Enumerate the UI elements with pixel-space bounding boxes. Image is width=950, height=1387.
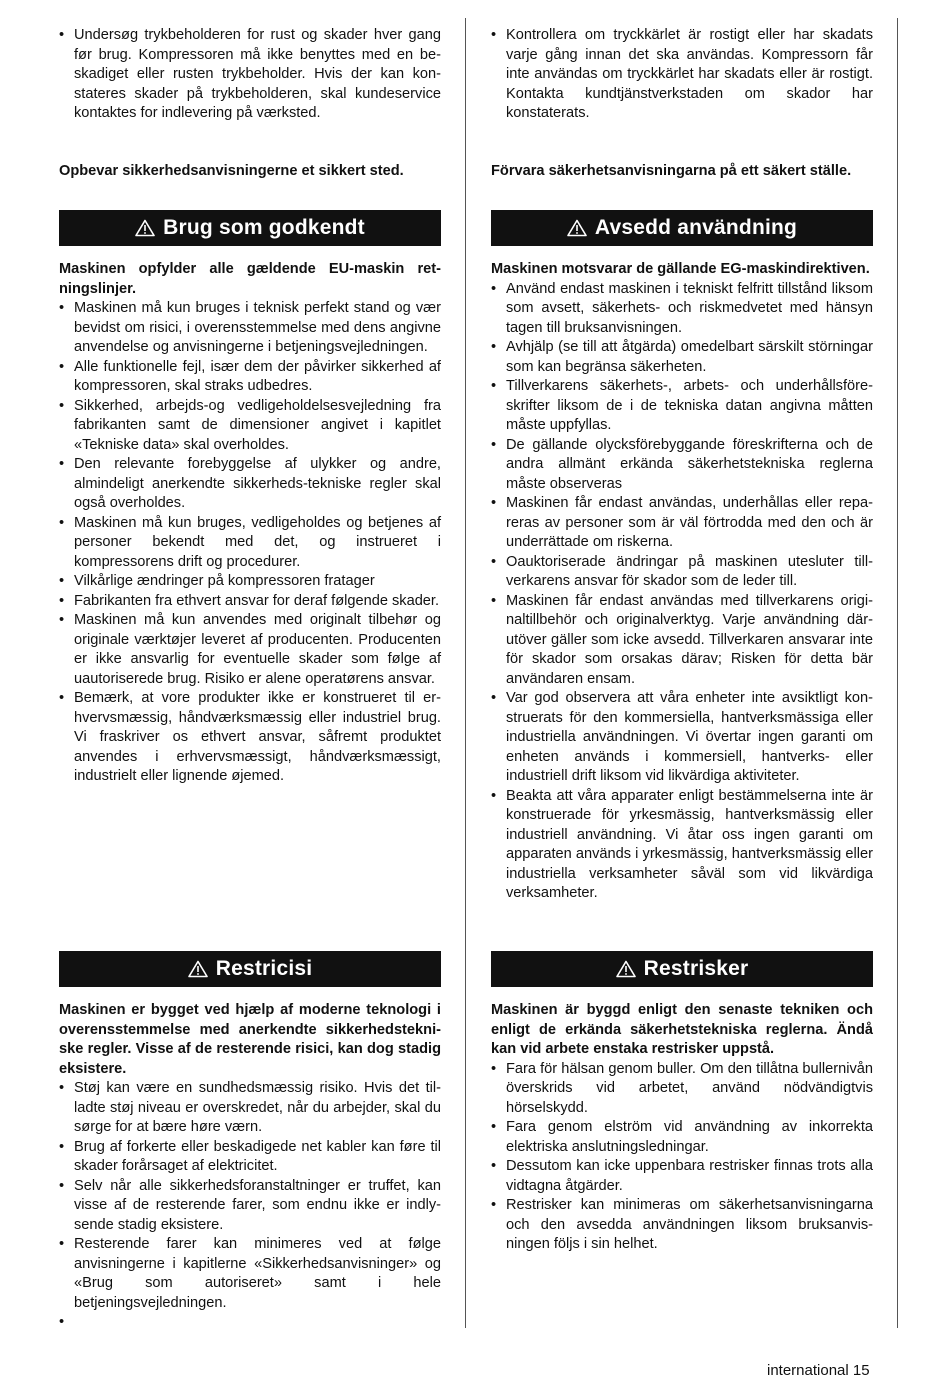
list-item-text: Sikkerhed, arbejds-og vedligeholdelsesvejledning fra fabrikanten samt de dimensioner angivet i kapitlet «Tekniske data» skal overholdes. <box>74 397 441 453</box>
bullet-glyph: • <box>59 1177 65 1194</box>
section-restrisker <box>491 951 873 1255</box>
list-item-text: Beakta att våra apparater enligt bestämmelserna inte är konstruerade för yrkesmässig, hantverksmässig eller industriell användning. Vi åtar oss ingen garanti om apparaten används i yrkesmässig, hantverksmässig eller industriella verksamheter såväl som vid likvärdiga verksamheter. <box>506 787 873 901</box>
bullet-list <box>59 26 441 124</box>
bullet-glyph: • <box>59 1080 65 1096</box>
bullet-glyph: • <box>59 456 65 472</box>
section-title: Restrisker <box>643 957 749 980</box>
list-item <box>491 26 873 124</box>
bullet-glyph: • <box>59 573 65 589</box>
list-item-text: Undersøg trykbeholderen for rust og skader hver gang før brug. Kompressoren må ikke benyttes med en beskadiget eller rusten trykbeholder. Hvis der kan konstateres skader på trykbeholderen, skal kundeservice kontaktes for indlevering på værksted. <box>74 27 441 121</box>
list-item <box>491 338 873 377</box>
bullet-glyph: • <box>59 397 65 414</box>
list-item-text: Maskinen må kun bruges, vedligeholdes og betjenes af personer bekendt med det, og instrueret i kompressorens drift og procedurer. <box>74 514 441 570</box>
section-restricisi <box>59 951 441 1330</box>
section-heading <box>59 951 441 987</box>
list-item <box>59 299 441 358</box>
list-item-text: Oauktoriserade ändringar på maskinen utesluter tillverkarens ansvar för skador som de leder till. <box>506 553 873 589</box>
list-item-text: Fara genom elström vid användning av inkorrekta elektriska anslutningsledningar. <box>506 1119 873 1155</box>
list-item <box>59 592 441 612</box>
list-item-text: Alle funktionelle fejl, især dem der påvirker sikkerhed af kompressoren, skal straks udbedres. <box>74 358 441 394</box>
bullet-glyph: • <box>491 436 497 453</box>
keep-note-text: Opbevar sikkerhedsanvisningerne et sikkert sted. <box>59 163 404 179</box>
bullet-glyph: • <box>59 1236 65 1252</box>
list-item <box>59 397 441 456</box>
list-item-text: Använd endast maskinen i tekniskt felfritt tillstånd liksom som avsett, säkerhets- och riskmedvetet med hänsyn tagen till bruksanvisningen. <box>506 280 873 336</box>
bullet-glyph: • <box>491 280 497 297</box>
warning-triangle-icon <box>567 219 587 237</box>
list-item-text: Den relevante forebyggelse af ulykker og andre, almindeligt anerkendte sikkerheds-tekniske regler skal også overholdes. <box>74 456 441 511</box>
section-heading <box>59 210 441 246</box>
list-item <box>491 787 873 904</box>
bullet-glyph: • <box>59 358 65 375</box>
bullet-glyph: • <box>59 300 65 316</box>
section-intro: Maskinen motsvarar de gällande EG-maskindirektiven. <box>491 261 870 277</box>
list-item <box>59 1235 441 1313</box>
list-item-text: Maskinen får endast användas, underhållas eller repareras av personer som är väl förtrodda med den och är underrättade om riskerna. <box>506 495 873 550</box>
list-item <box>59 1138 441 1177</box>
bullet-glyph: • <box>491 592 497 609</box>
list-item <box>491 1196 873 1255</box>
list-item <box>491 1060 873 1119</box>
bullet-glyph: • <box>59 1314 65 1330</box>
bullet-glyph: • <box>491 1197 497 1213</box>
list-item-text: De gällande olycksförebyggande föreskrifterna och de andra allmänt erkända säkerhetstekniska reglerna måste observeras <box>506 436 873 492</box>
warning-triangle-icon <box>616 960 636 978</box>
bullet-glyph: • <box>59 612 65 628</box>
bullet-glyph: • <box>491 553 497 570</box>
bullet-list <box>59 299 441 787</box>
list-item-text: Bemærk, at vore produkter ikke er konstrueret til erhvervsmæssig, håndværksmæssig eller industriel brug. Vi fraskriver os ethvert ansvar, såfremt produktet anvendes i erhvervsmæssigt, håndværksmæssigt, industrielt eller lignende øjemed. <box>74 690 441 784</box>
list-item <box>491 1157 873 1196</box>
warning-triangle-icon <box>188 960 208 978</box>
bullet-glyph: • <box>59 592 65 609</box>
list-item-text: Restrisker kan minimeras om säkerhetsanvisningarna och den avsedda användningen liksom bruksanvisningen följs i sin helhet. <box>506 1197 873 1252</box>
list-item-text: Brug af forkerte eller beskadigede net kabler kan føre til skader forårsaget af elektricitet. <box>74 1138 441 1174</box>
list-item <box>59 358 441 397</box>
section-heading <box>491 951 873 987</box>
right-page-rule <box>897 18 898 1328</box>
list-item <box>59 1079 441 1138</box>
top-list-block <box>59 26 441 124</box>
list-item <box>491 592 873 690</box>
page-footer: international 15 <box>767 1362 870 1379</box>
list-item-text: Kontrollera om tryckkärlet är rostigt eller har skadats varje gång innan det ska användas. Kompressorn får inte användas om tryckkärlet har skadats eller är rostigt. Kontakta kundtjänstverkstaden om skador har konstaterats. <box>506 27 873 121</box>
list-item <box>59 455 441 514</box>
section-intro: Maskinen opfylder alle gældende EU-maskin retningslinjer. <box>59 261 441 297</box>
bullet-glyph: • <box>491 1060 497 1077</box>
bullet-glyph: • <box>491 690 497 706</box>
bullet-glyph: • <box>59 1138 65 1155</box>
section-intro: Maskinen är byggd enligt den senaste tekniken och enligt de erkända säkerhetstekniska reglerna. Ändå kan vid arbete enstaka restrisker uppstå. <box>491 1002 873 1057</box>
bullet-glyph: • <box>491 339 497 355</box>
bullet-list <box>491 280 873 904</box>
bullet-glyph: • <box>491 1119 497 1135</box>
list-item <box>59 689 441 787</box>
list-item-text: Vilkårlige ændringer på kompressoren fratager <box>74 573 375 589</box>
bullet-glyph: • <box>59 27 65 43</box>
bullet-glyph: • <box>491 27 497 43</box>
section-brug-som-godkendt <box>59 210 441 787</box>
list-item <box>491 280 873 339</box>
list-item-text: Tillverkarens säkerhets-, arbets- och underhållsföreskrifter liksom de i de tekniska datan angivna måtten måste uppfyllas. <box>506 378 873 433</box>
bullet-glyph: • <box>491 787 497 804</box>
list-item-text: Fara för hälsan genom buller. Om den tillåtna bullernivån överskrids vid arbetet, använd nödvändigtvis hörselskydd. <box>506 1060 873 1116</box>
list-item-text: Støj kan være en sundhedsmæssig risiko. Hvis det tilladte støj niveau er overskredet, når du arbejder, skal du sørge for at bære høre værn. <box>74 1080 441 1135</box>
list-item <box>491 494 873 553</box>
keep-note-text: Förvara säkerhetsanvisningarna på ett säkert ställe. <box>491 163 852 179</box>
list-item-text: Fabrikanten fra ethvert ansvar for deraf følgende skader. <box>74 592 440 609</box>
list-item <box>491 553 873 592</box>
list-item-text: Avhjälp (se till att åtgärda) omedelbart särskilt störningar som kan begränsa säkerheten. <box>506 339 873 375</box>
list-item <box>59 514 441 573</box>
list-item <box>59 26 441 124</box>
bullet-list <box>491 26 873 124</box>
list-item <box>491 377 873 436</box>
list-item <box>491 1118 873 1157</box>
list-item <box>59 611 441 689</box>
list-item <box>59 572 441 592</box>
keep-note <box>491 162 873 182</box>
bullet-list <box>491 1060 873 1255</box>
section-title: Brug som godkendt <box>163 216 365 239</box>
column-divider <box>465 18 466 1328</box>
list-item-text: Maskinen får endast användas med tillverkarens originaltillbehör och originalverktyg. Varje användning därutöver gäller som icke avsedd. Tillverkaren ansvarar inte för skador som orsakas därav; Risken för detta bär användaren ensam. <box>506 592 873 687</box>
top-list-block <box>491 26 873 124</box>
list-item-text: Maskinen må kun bruges i teknisk perfekt stand og vær bevidst om risici, i overensstemmelse med dens angivne anvendelse og anvisningerne i betjeningsvejledningen. <box>74 300 441 355</box>
section-heading <box>491 210 873 246</box>
bullet-glyph: • <box>491 1158 497 1174</box>
list-item-text: Maskinen må kun anvendes med originalt tilbehør og originale værktøjer leveret af producenten. Producenten er ikke ansvarlig for eventuelle skader som følge af uautoriserede brug. Risiko er alene operatørens ansvar. <box>74 612 441 687</box>
list-item-text: Dessutom kan icke uppenbara restrisker finnas trots alla vidtagna åtgärder. <box>506 1158 873 1194</box>
bullet-glyph: • <box>59 514 65 531</box>
list-item-text: Var god observera att våra enheter inte avsiktligt konstruerats för den kommersiella, hantverksmässiga eller industriella användningen. Vi övertar ingen garanti om enheten används i kommersiell, hantverks- eller industriell drift liksom vid likvärdiga aktiviteter. <box>506 690 873 784</box>
section-title: Avsedd användning <box>594 216 798 239</box>
list-item <box>491 689 873 787</box>
list-item <box>59 1177 441 1236</box>
bullet-glyph: • <box>491 378 497 394</box>
bullet-glyph: • <box>491 495 497 511</box>
section-intro: Maskinen er bygget ved hjælp af moderne teknologi i overensstemmelse med anerkendte sikkerhedstekniske regler. Visse af de resterende risici, kan dog stadig eksistere. <box>59 1002 441 1077</box>
list-item-text: Resterende farer kan minimeres ved at følge anvisningerne i kapitlerne «Sikkerhedsanvisninger» og «Brug som autoriseret» samt i hele betjeningsvejledningen. <box>74 1236 441 1311</box>
section-title: Restricisi <box>215 957 313 980</box>
bullet-list <box>59 1079 441 1330</box>
keep-note <box>59 162 441 182</box>
section-avsedd-anvandning <box>491 210 873 904</box>
warning-triangle-icon <box>135 219 155 237</box>
bullet-glyph: • <box>59 690 65 706</box>
list-item-text: Selv når alle sikkerhedsforanstaltninger er truffet, kan visse af de resterende farer, som endnu ikke er indlysende stadig eksistere. <box>74 1177 441 1233</box>
list-item <box>491 436 873 495</box>
